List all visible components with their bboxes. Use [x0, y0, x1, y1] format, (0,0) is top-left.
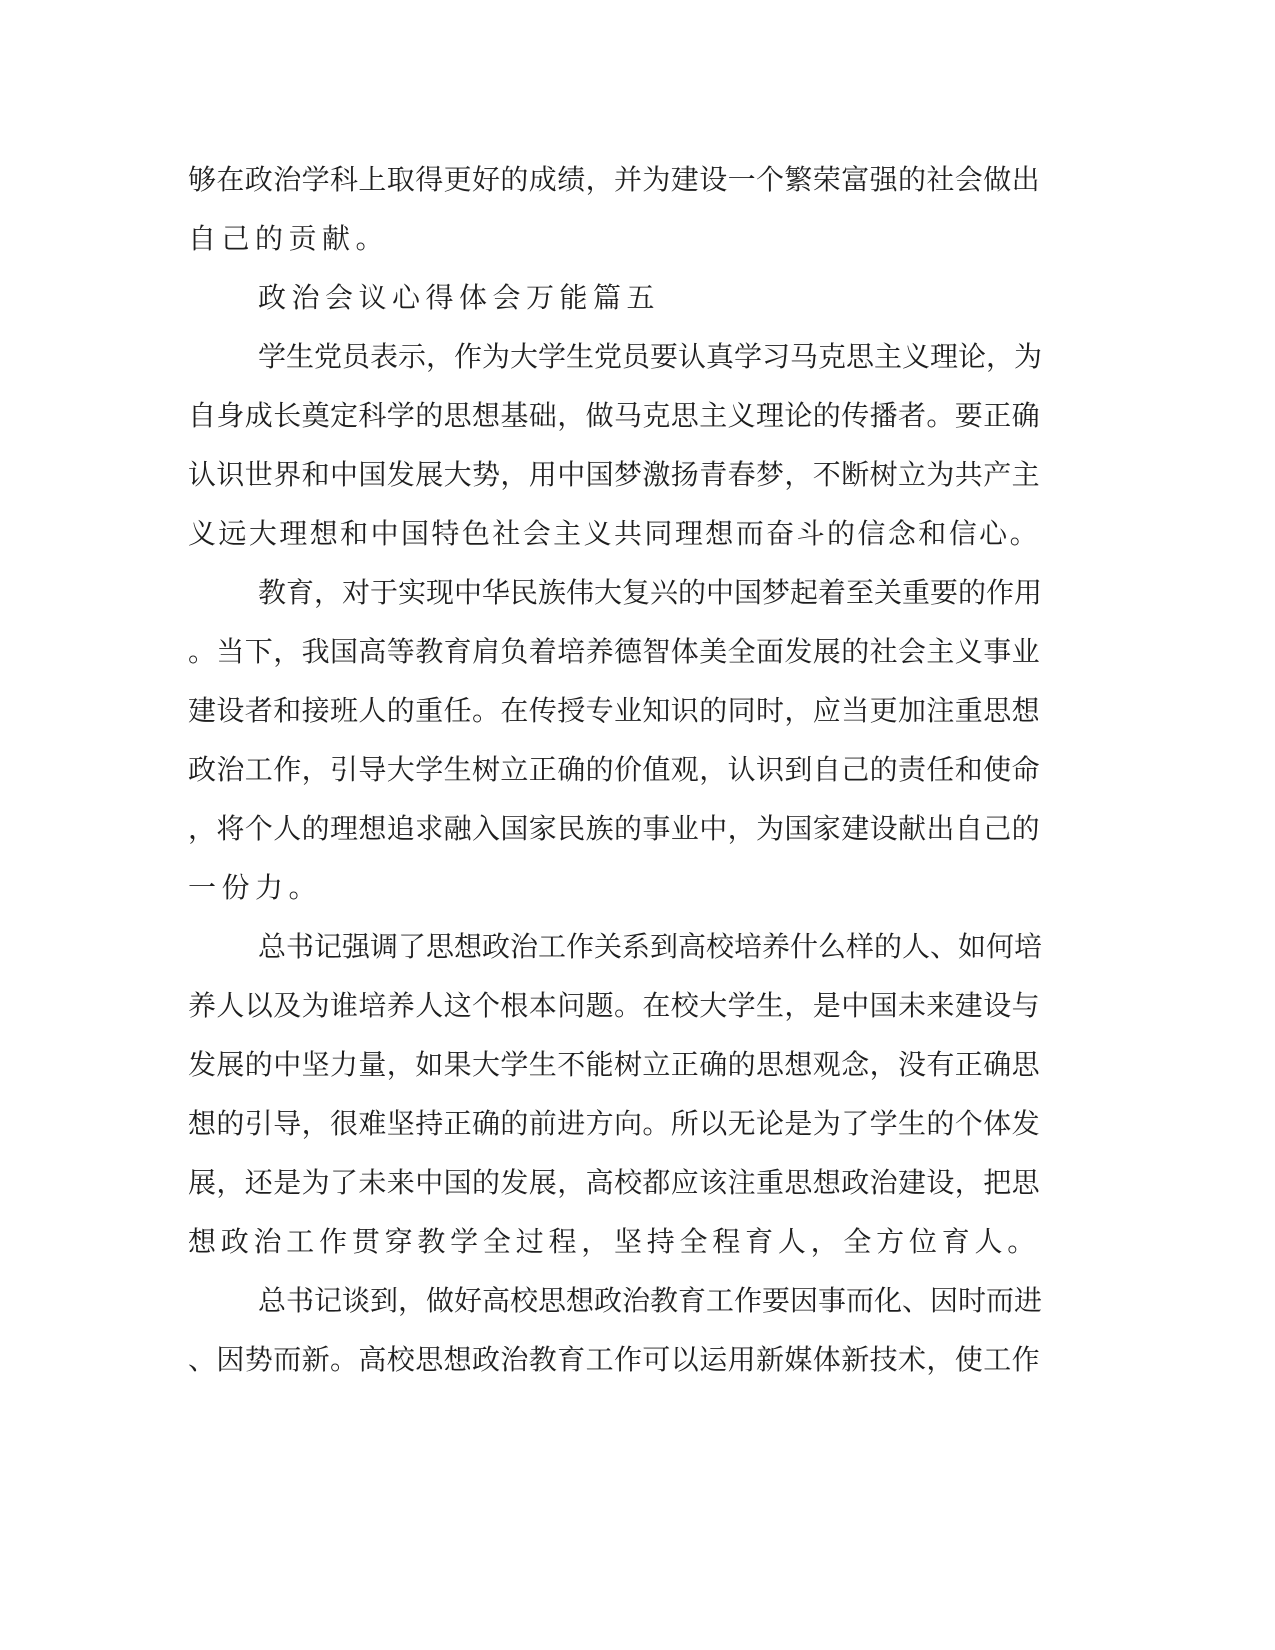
text-line: 想政治工作贯穿教学全过程，坚持全程育人，全方位育人。 [188, 1225, 1041, 1258]
text-line: 认识世界和中国发展大势，用中国梦激扬青春梦，不断树立为共产主 [188, 458, 1041, 491]
text-line: 、因势而新。高校思想政治教育工作可以运用新媒体新技术，使工作 [188, 1343, 1041, 1376]
text-line: 自身成长奠定科学的思想基础，做马克思主义理论的传播者。要正确 [188, 399, 1041, 432]
text-line: 。当下，我国高等教育肩负着培养德智体美全面发展的社会主义事业 [188, 635, 1041, 668]
text-line: 想的引导，很难坚持正确的前进方向。所以无论是为了学生的个体发 [188, 1107, 1041, 1140]
text-line: 建设者和接班人的重任。在传授专业知识的同时，应当更加注重思想 [188, 694, 1041, 727]
section-heading: 政治会议心得体会万能篇五 [258, 281, 661, 314]
text-line: 展，还是为了未来中国的发展，高校都应该注重思想政治建设，把思 [188, 1166, 1041, 1199]
text-line: ，将个人的理想追求融入国家民族的事业中，为国家建设献出自己的 [188, 812, 1041, 845]
text-line: 学生党员表示，作为大学生党员要认真学习马克思主义理论，为 [258, 340, 1043, 373]
text-line: 总书记谈到，做好高校思想政治教育工作要因事而化、因时而进 [258, 1284, 1043, 1317]
text-line: 政治工作，引导大学生树立正确的价值观，认识到自己的责任和使命 [188, 753, 1041, 786]
text-line: 教育，对于实现中华民族伟大复兴的中国梦起着至关重要的作用 [258, 576, 1043, 609]
text-line: 一份力。 [188, 871, 323, 904]
text-line: 总书记强调了思想政治工作关系到高校培养什么样的人、如何培 [258, 930, 1043, 963]
text-line: 发展的中坚力量，如果大学生不能树立正确的思想观念，没有正确思 [188, 1048, 1041, 1081]
text-line: 自己的贡献。 [188, 222, 390, 255]
text-line: 义远大理想和中国特色社会主义共同理想而奋斗的信念和信心。 [188, 517, 1041, 550]
text-line: 够在政治学科上取得更好的成绩，并为建设一个繁荣富强的社会做出 [188, 163, 1041, 196]
text-line: 养人以及为谁培养人这个根本问题。在校大学生，是中国未来建设与 [188, 989, 1041, 1022]
